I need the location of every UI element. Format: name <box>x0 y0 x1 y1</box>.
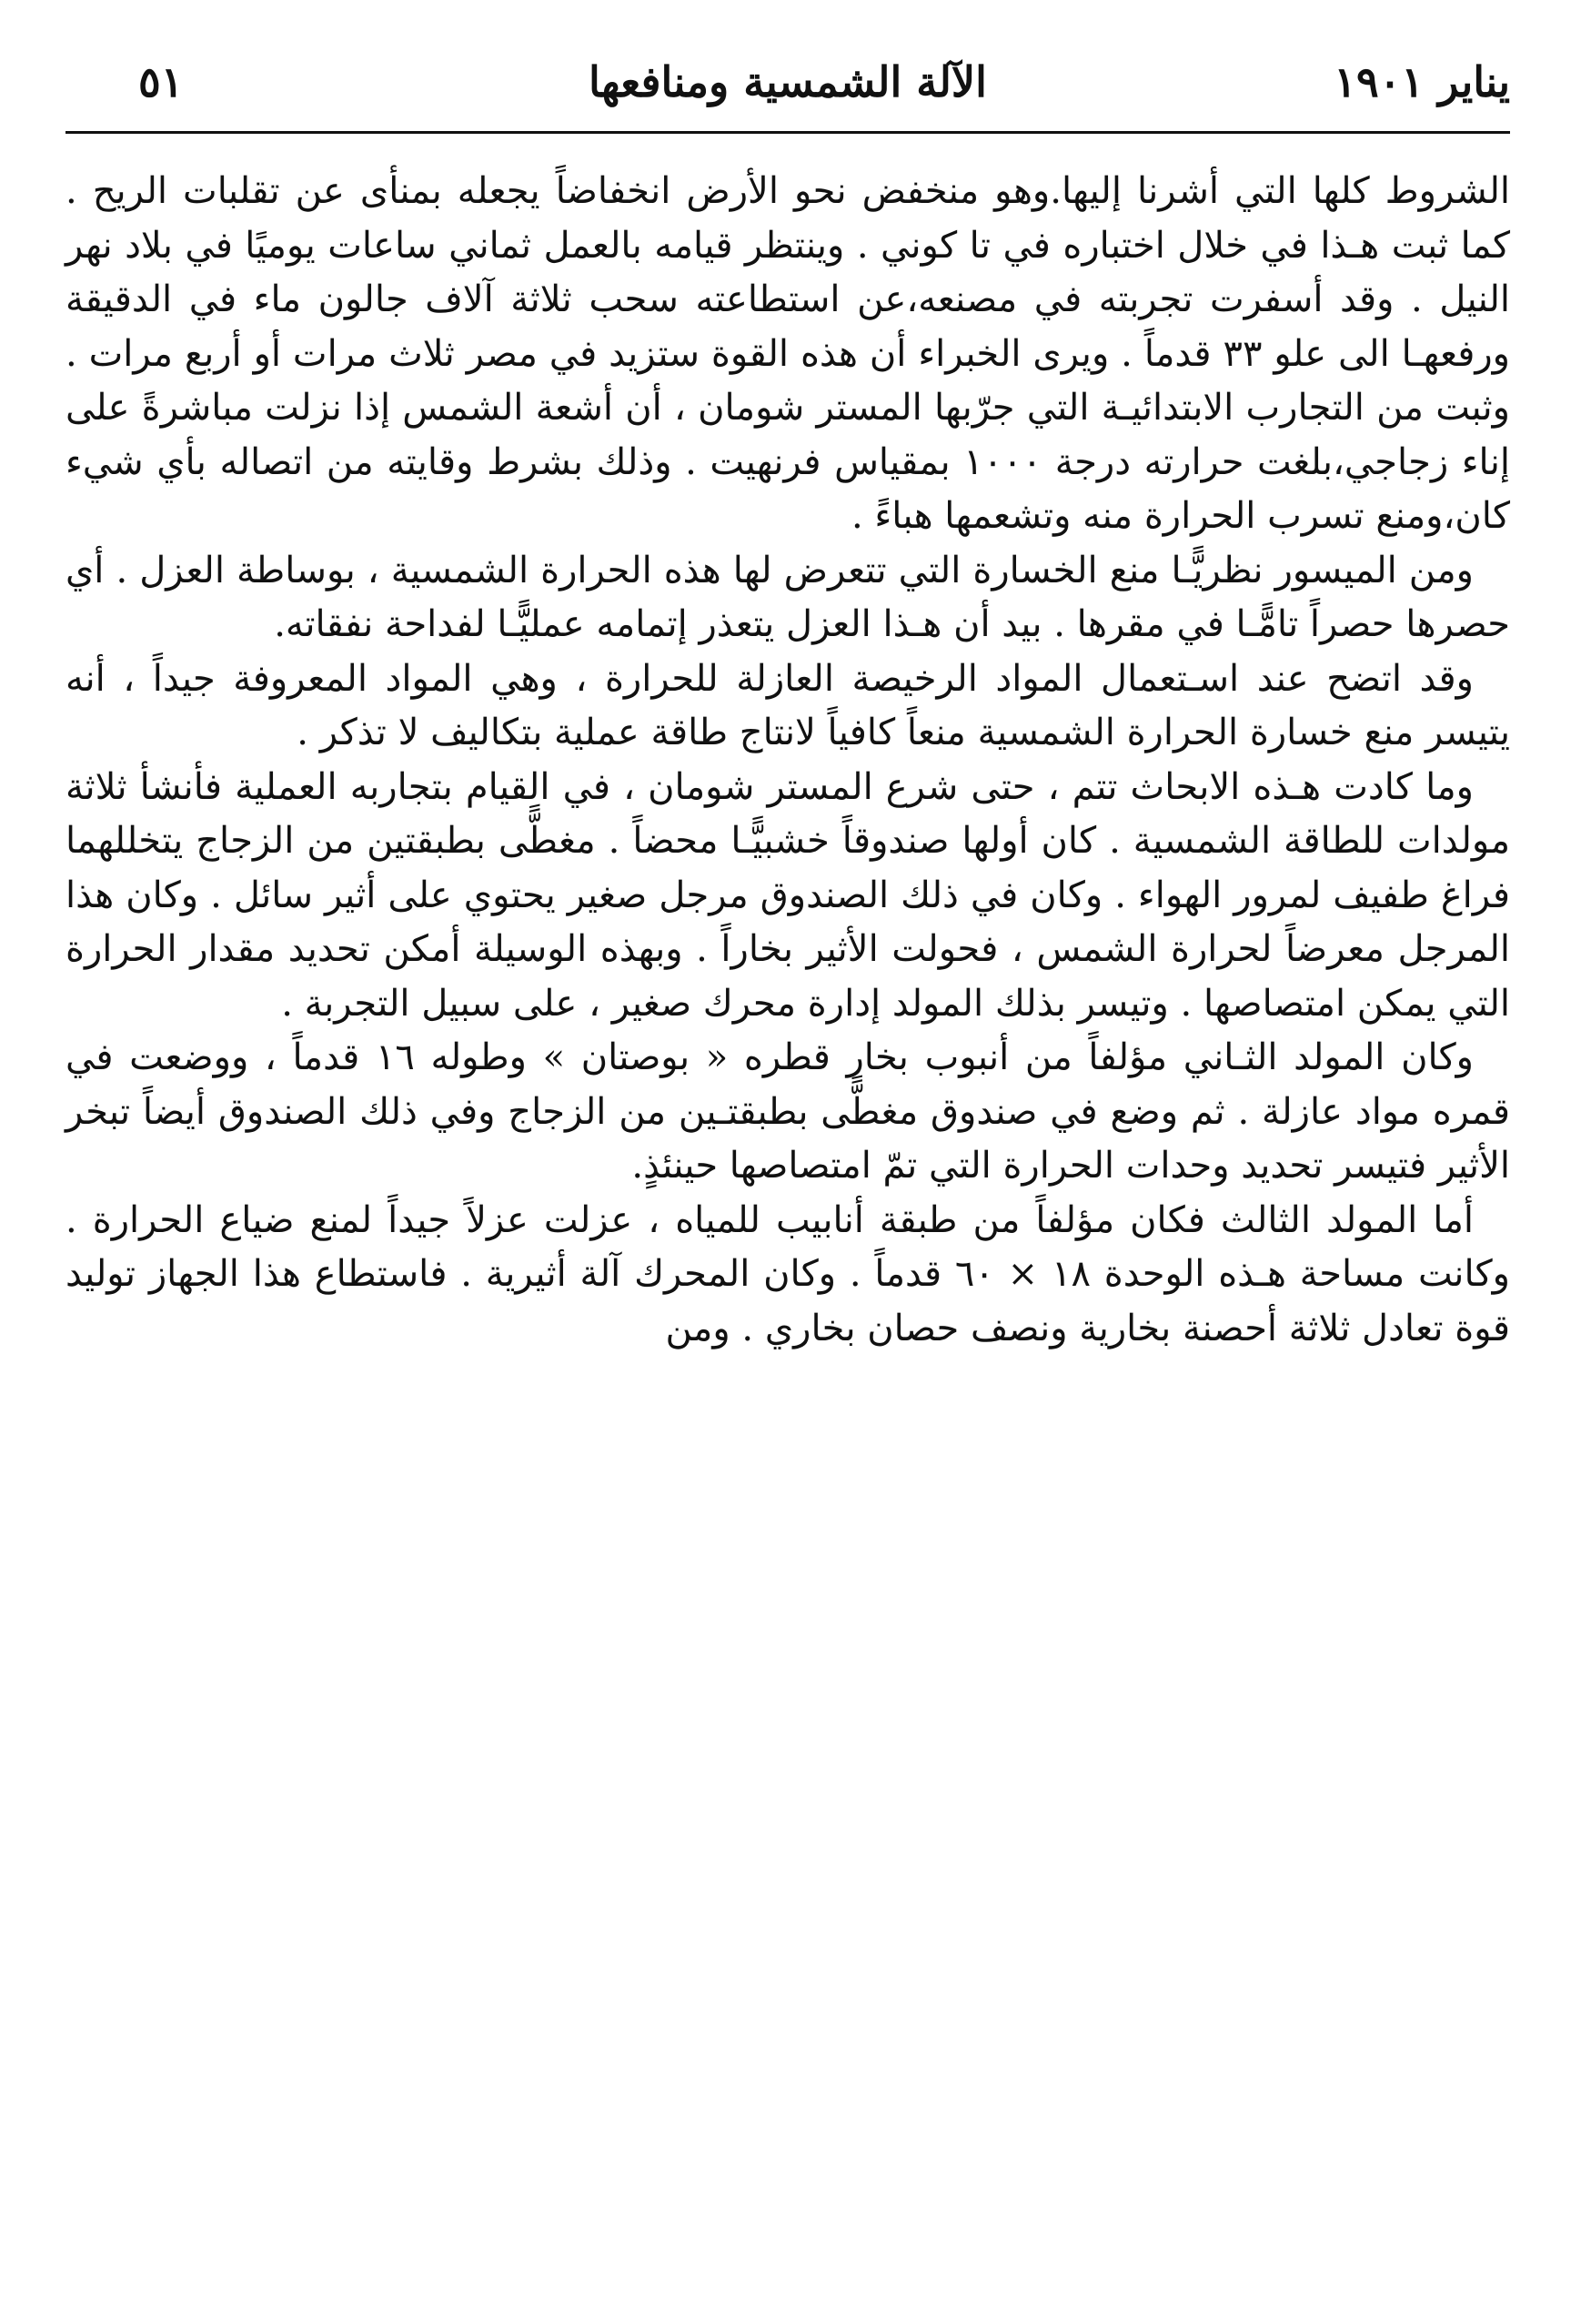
header-date: يناير ١٩٠١ <box>1334 57 1510 106</box>
header-title: الآلة الشمسية ومنافعها <box>589 57 987 106</box>
paragraph-1: الشروط كلها التي أشرنا إليها.وهو منخفض نحو الأرض انخفاضاً يجعله بمنأى عن تقلبات الريح . كما ثبت هـذا في خلال اختباره في تا كوني . وينتظر قيامه بالعمل ثماني ساعات يوميًا في بلاد نهر النيل . وقد أسفرت تجربته في مصنعه،عن استطاعته سحب ثلاثة آلاف جالون ماء في الدقيقة ورفعهـا الى علو ٣٣ قدماً . ويرى الخبراء أن هذه القوة ستزيد في مصر ثلاث مرات أو أربع مرات . وثبت من التجارب الابتدائيـة التي جرّبها المستر شومان ، أن أشعة الشمس إذا نزلت مباشرةً على إناء زجاجي،بلغت حرارته درجة ١٠٠٠ بمقياس فرنهيت . وذلك بشرط وقايته من اتصاله بأي شيء كان،ومنع تسرب الحرارة منه وتشعمها هباءً . <box>65 170 1511 537</box>
page-number: ٥١ <box>138 57 184 106</box>
article-body <box>65 165 1510 1356</box>
header-rule <box>65 131 1510 134</box>
paragraph-3 <box>65 652 1510 761</box>
paragraph-6 <box>65 1194 1510 1357</box>
paragraph-6-text: أما المولد الثالث فكان مؤلفاً من طبقة أنابيب للمياه ، عزلت عزلاً جيداً لمنع ضياع الحرارة . وكانت مساحة هـذه الوحدة ١٨ × ٦٠ قدماً . وكان المحرك آلة أثيرية . فاستطاع هذا الجهاز توليد قوة تعادل ثلاثة أحصنة بخارية ونصف حصان بخاري . ومن <box>65 1198 1510 1349</box>
paragraph-5-text: وكان المولد الثـاني مؤلفاً من أنبوب بخار قطره « بوصتان » وطوله ١٦ قدماً ، ووضعت في قمره مواد عازلة . ثم وضع في صندوق مغطًّى بطبقتـين من الزجاج وفي ذلك الصندوق أيضاً تبخر الأثير فتيسر تحديد وحدات الحرارة التي تمّ امتصاصها حينئذٍ. <box>65 1036 1510 1187</box>
paragraph-4 <box>65 761 1510 1032</box>
paragraph-2 <box>65 544 1510 652</box>
paragraph-2-text: ومن الميسور نظريًّـا منع الخسارة التي تتعرض لها هذه الحرارة الشمسية ، بوساطة العزل . أي حصرها حصراً تامًّـا في مقرها . بيد أن هـذا العزل يتعذر إتمامه عمليًّـا لفداحة نفقاته. <box>65 549 1510 645</box>
running-header <box>65 45 1510 126</box>
paragraph-5 <box>65 1031 1510 1194</box>
paragraph-4-text: وما كادت هـذه الابحاث تتم ، حتى شرع المستر شومان ، في القيام بتجاربه العملية فأنشأ ثلاثة مولدات للطاقة الشمسية . كان أولها صندوقاً خشبيًّـا محضاً . مغطًّى بطبقتين من الزجاج يتخللهما فراغ طفيف لمرور الهواء . وكان في ذلك الصندوق مرجل صغير يحتوي على أثير سائل . وكان هذا المرجل معرضاً لحرارة الشمس ، فحولت الأثير بخاراً . وبهذه الوسيلة أمكن تحديد مقدار الحرارة التي يمكن امتصاصها . وتيسر بذلك المولد إدارة محرك صغير ، على سبيل التجربة . <box>65 765 1510 1025</box>
paragraph-3-text: وقد اتضح عند اسـتعمال المواد الرخيصة العازلة للحرارة ، وهي المواد المعروفة جيداً ، أنه يتيسر منع خسارة الحرارة الشمسية منعاً كافياً لانتاج طاقة عملية بتكاليف لا تذكر . <box>65 657 1510 753</box>
